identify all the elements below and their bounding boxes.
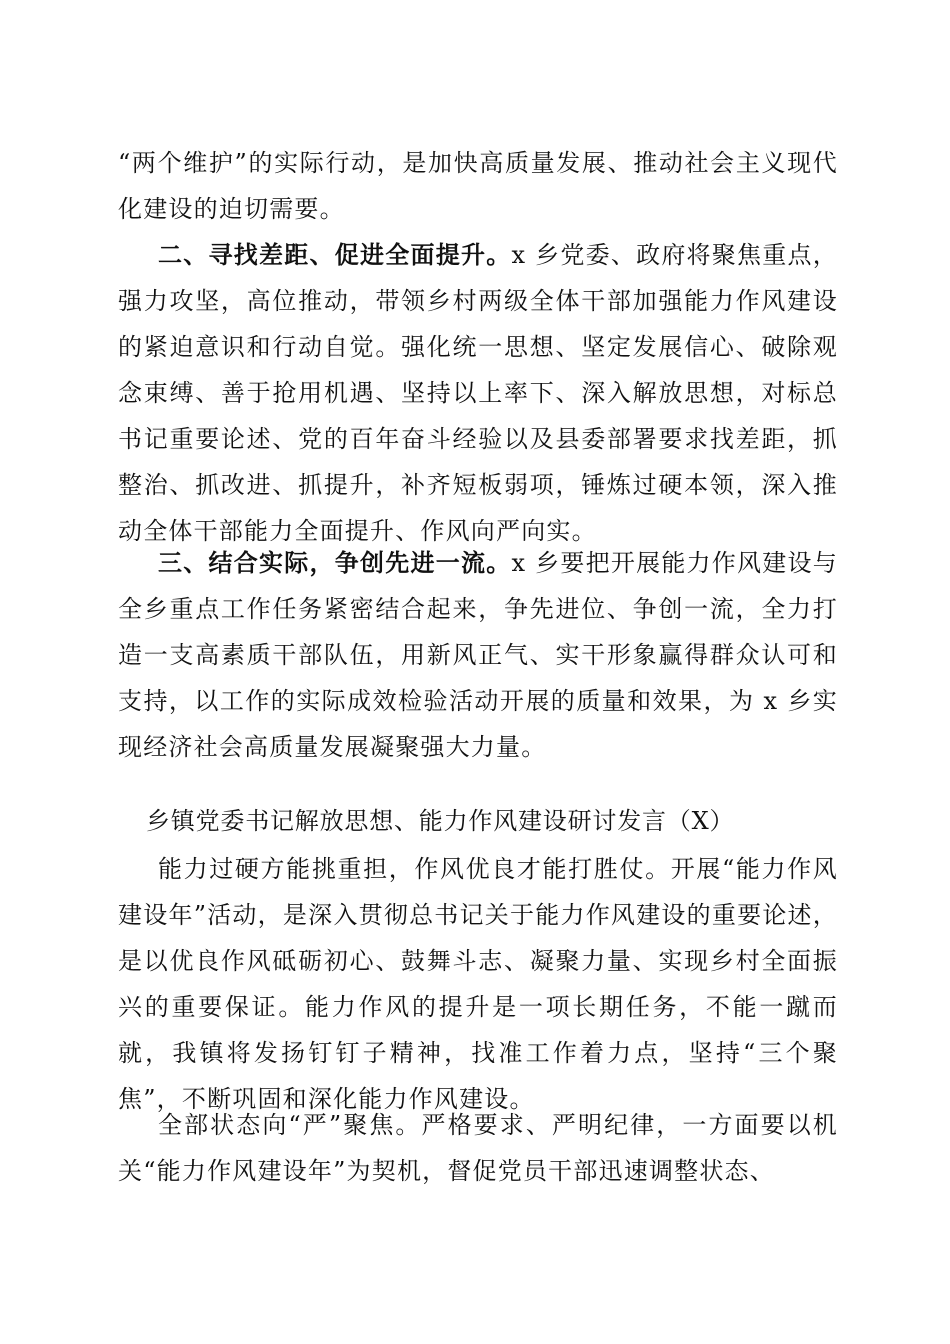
paragraph-speech-intro: 能力过硬方能挑重担，作风优良才能打胜仗。开展“能力作风建设年”活动，是深入贯彻总书记关于能力作风建设的重要论述，是以优良作风砥砺初心、鼓舞斗志、凝聚力量、实现乡村全面振兴的重要保证。能力作风的提升是一项长期任务，不能一蹴而就，我镇将发扬钉钉子精神，找准工作着力点，坚持“三个聚焦”，不断巩固和深化能力作风建设。: [118, 855, 838, 1113]
speech-title: 乡镇党委书记解放思想、能力作风建设研讨发言（X）: [146, 807, 735, 835]
paragraph-two-safeguards: “两个维护”的实际行动，是加快高质量发展、推动社会主义现代化建设的迫切需要。: [118, 149, 838, 223]
speech-title-block: [118, 798, 838, 844]
paragraph-section-three: [118, 540, 838, 770]
paragraph-continuation: [118, 140, 838, 232]
section-three-heading: 三、结合实际，争创先进一流。: [158, 548, 512, 577]
paragraph-section-two: [118, 232, 838, 554]
section-two: [118, 232, 838, 554]
speech-intro: [118, 846, 838, 1122]
section-three: [118, 540, 838, 770]
paragraph-focus-strict: 全部状态向“严”聚焦。严格要求、严明纪律，一方面要以机关“能力作风建设年”为契机，督促党员干部迅速调整状态、: [118, 1111, 838, 1185]
section-two-heading: 二、寻找差距、促进全面提升。: [158, 240, 512, 269]
section-two-body: x 乡党委、政府将聚焦重点，强力攻坚，高位推动，带领乡村两级全体干部加强能力作风建设的紧迫意识和行动自觉。强化统一思想、坚定发展信心、破除观念束缚、善于抢用机遇、坚持以上率下、深入解放思想，对标总书记重要论述、党的百年奋斗经验以及县委部署要求找差距，抓整治、抓改进、抓提升，补齐短板弱项，锤炼过硬本领，深入推动全体干部能力全面提升、作风向严向实。: [118, 241, 838, 545]
section-three-body: x 乡要把开展能力作风建设与全乡重点工作任务紧密结合起来，争先进位、争创一流，全力打造一支高素质干部队伍，用新风正气、实干形象赢得群众认可和支持，以工作的实际成效检验活动开展的质量和效果，为 x 乡实现经济社会高质量发展凝聚强大力量。: [118, 549, 838, 761]
focus-strict: [118, 1102, 838, 1194]
